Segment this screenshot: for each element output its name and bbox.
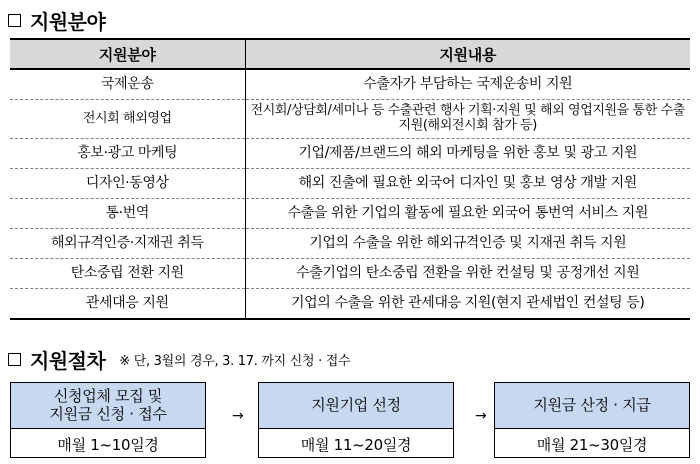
procedure-step-selection <box>258 382 454 458</box>
checkbox-square-icon <box>8 353 21 366</box>
procedure-note: ※ 단, 3월의 경우, 3. 17. 까지 신청 · 접수 <box>119 354 351 369</box>
step-title-line: 신청업체 모집 및 <box>53 387 163 406</box>
right-arrow-icon: → <box>475 408 487 424</box>
field-cell: 국제운송 <box>10 69 245 100</box>
field-cell: 디자인·동영상 <box>10 169 245 199</box>
procedure-step-payment <box>494 382 690 458</box>
content-cell: 기업의 수출을 위한 관세대응 지원(현지 관세법인 컨설팅 등) <box>245 289 690 320</box>
table-row <box>10 199 690 229</box>
content-cell: 수출을 위한 기업의 활동에 필요한 외국어 통번역 서비스 지원 <box>245 199 690 229</box>
content-cell: 수출자가 부담하는 국제운송비 지원 <box>245 69 690 100</box>
table-row <box>10 100 690 139</box>
content-cell: 해외 진출에 필요한 외국어 디자인 및 홍보 영상 개발 지원 <box>245 169 690 199</box>
content-cell: 기업의 수출을 위한 해외규격인증 및 지재권 취득 지원 <box>245 229 690 259</box>
field-cell: 탄소중립 전환 지원 <box>10 259 245 289</box>
checkbox-square-icon <box>8 14 21 27</box>
content-cell: 전시회/상담회/세미나 등 수출관련 행사 기획·지원 및 해외 영업지원을 통한 수출 지원(해외전시회 참가 등) <box>245 100 690 139</box>
step-title-line: 지원금 산정 · 지급 <box>533 395 651 414</box>
column-header-field: 지원분야 <box>10 39 245 69</box>
step-title <box>11 383 205 429</box>
step-period: 매월 21~30일경 <box>536 435 648 454</box>
table-header-row <box>10 39 690 69</box>
field-cell: 통·번역 <box>10 199 245 229</box>
step-title-line: 지원금 신청 · 접수 <box>49 404 167 423</box>
field-cell: 관세대응 지원 <box>10 289 245 320</box>
table-row <box>10 69 690 100</box>
column-header-content: 지원내용 <box>245 39 690 69</box>
right-arrow-icon: → <box>232 408 244 424</box>
section-heading-procedure <box>8 345 350 374</box>
table-row <box>10 169 690 199</box>
table-row <box>10 229 690 259</box>
content-cell: 수출기업의 탄소중립 전환을 위한 컨설팅 및 공정개선 지원 <box>245 259 690 289</box>
section-title: 지원분야 <box>30 10 106 34</box>
support-fields-table <box>10 38 690 320</box>
section-title: 지원절차 <box>30 349 106 373</box>
section-heading-support-fields <box>8 6 105 35</box>
step-title-line: 지원기업 선정 <box>311 395 401 414</box>
step-title <box>495 383 689 429</box>
field-cell: 전시회 해외영업 <box>10 100 245 139</box>
field-cell: 홍보·광고 마케팅 <box>10 139 245 169</box>
content-cell: 기업/제품/브랜드의 해외 마케팅을 위한 홍보 및 광고 지원 <box>245 139 690 169</box>
step-period: 매월 11~20일경 <box>300 435 412 454</box>
procedure-step-application <box>10 382 206 458</box>
step-period: 매월 1~10일경 <box>57 435 159 454</box>
field-cell: 해외규격인증·지재권 취득 <box>10 229 245 259</box>
step-title <box>259 383 453 429</box>
table-row <box>10 259 690 289</box>
table-row <box>10 289 690 320</box>
table-row <box>10 139 690 169</box>
